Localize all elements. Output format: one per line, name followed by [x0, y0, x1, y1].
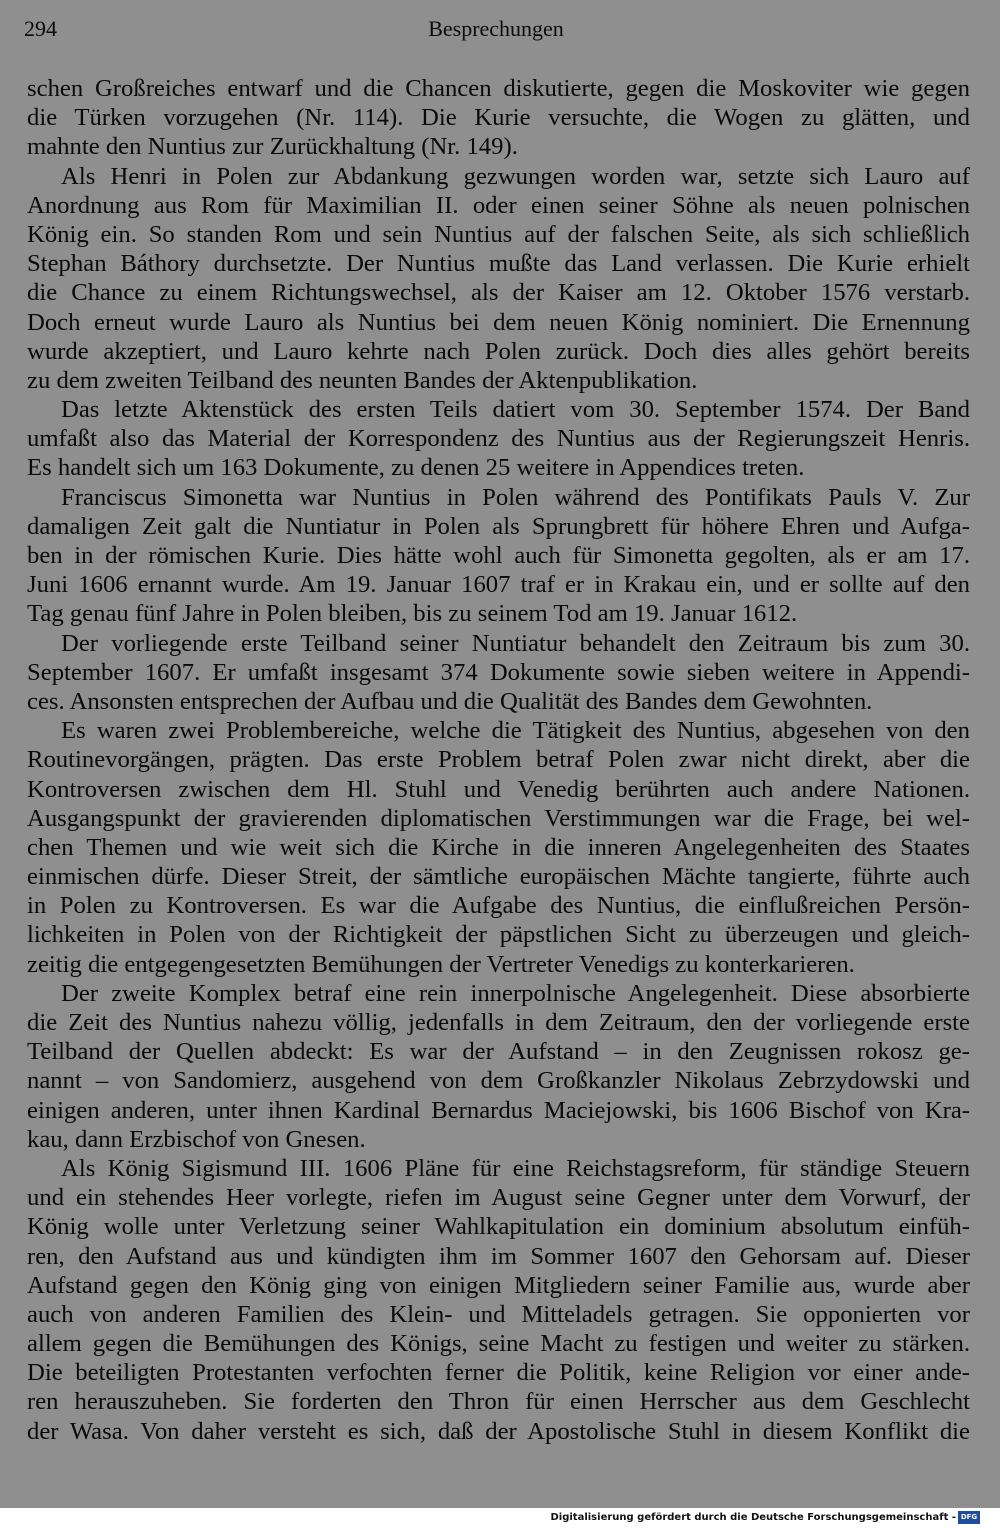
- text-line: die Türken vorzugehen (Nr. 114). Die Kurie versuchte, die Wogen zu glätten, und: [27, 104, 970, 132]
- text-line: der Wasa. Von daher versteht es sich, daß der Apostolische Stuhl in diesem Konflikt die: [27, 1417, 970, 1445]
- text-line: lichkeiten in Polen von der Richtigkeit der päpstlichen Sicht zu überzeugen und gleich-: [27, 921, 970, 949]
- text-line: schen Großreiches entwarf und die Chancen diskutierte, gegen die Moskoviter wie gegen: [27, 75, 970, 102]
- text-line: König wolle unter Verletzung seiner Wahlkapitulation ein dominium absolutum einfüh-: [27, 1213, 970, 1241]
- text-line: kau, dann Erzbischof von Gnesen.: [27, 1125, 366, 1153]
- text-line: zu dem zweiten Teilband des neunten Bandes der Aktenpublikation.: [27, 366, 698, 394]
- text-line: mahnte den Nuntius zur Zurückhaltung (Nr. 149).: [27, 133, 518, 161]
- text-line: Der vorliegende erste Teilband seiner Nuntiatur behandelt den Zeitraum bis zum 30.: [61, 629, 970, 657]
- page-number: 294: [24, 16, 57, 41]
- text-line: ren herauszuheben. Sie forderten den Thron für einen Herrscher aus dem Geschlecht: [27, 1388, 970, 1416]
- page-header: [24, 12, 968, 44]
- text-line: einmischen dürfe. Dieser Streit, der sämtliche europäischen Mächte tangierte, führte auch: [27, 863, 970, 891]
- text-line: ben in der römischen Kurie. Dies hätte wohl auch für Simonetta gegolten, als er am 17.: [27, 542, 970, 569]
- text-line: Das letzte Aktenstück des ersten Teils datiert vom 30. September 1574. Der Band: [61, 396, 970, 424]
- text-line: nannt – von Sandomierz, ausgehend von dem Großkanzler Nikolaus Zebrzydowski und: [27, 1067, 970, 1095]
- text-line: allem gegen die Bemühungen des Königs, seine Macht zu festigen und weiter zu stärken.: [27, 1330, 970, 1358]
- text-line: chen Themen und wie weit sich die Kirche in die inneren Angelegenheiten des Staates: [27, 833, 970, 861]
- text-line: Anordnung aus Rom für Maximilian II. oder einen seiner Söhne als neuen polnischen: [27, 191, 970, 219]
- text-line: umfaßt also das Material der Korrespondenz des Nuntius aus der Regierungszeit Henris.: [27, 425, 970, 453]
- text-line: Als König Sigismund III. 1606 Pläne für eine Reichstagsreform, für ständige Steuern: [61, 1154, 970, 1182]
- text-line: auch von anderen Familien des Klein- und Mitteladels getragen. Sie opponierten vor: [27, 1300, 970, 1328]
- text-line: Franciscus Simonetta war Nuntius in Polen während des Pontifikats Pauls V. Zur: [61, 483, 970, 511]
- digitization-footer: [0, 1508, 1000, 1528]
- text-line: Aufstand gegen den König ging von einigen Mitgliedern seiner Familie aus, wurde aber: [27, 1271, 970, 1299]
- text-line: die Zeit des Nuntius nahezu völlig, jedenfalls in dem Zeitraum, den der vorliegende erste: [27, 1009, 970, 1036]
- text-line: Ausgangspunkt der gravierenden diplomatischen Verstimmungen war die Frage, bei wel-: [27, 804, 970, 832]
- text-line: Der zweite Komplex betraf eine rein innerpolnische Angelegenheit. Diese absorbierte: [61, 979, 970, 1007]
- text-line: wurde akzeptiert, und Lauro kehrte nach Polen zurück. Doch dies alles gehört bereits: [27, 337, 970, 365]
- text-line: Kontroversen zwischen dem Hl. Stuhl und Venedig berührten auch andere Nationen.: [27, 775, 970, 803]
- running-head: Besprechungen: [428, 16, 564, 41]
- text-line: zeitig die entgegengesetzten Bemühungen der Vertreter Venedigs zu konterkarieren.: [27, 950, 855, 978]
- text-line: in Polen zu Kontroversen. Es war die Aufgabe des Nuntius, die einflußreichen Persön-: [27, 892, 970, 920]
- text-line: Teilband der Quellen abdeckt: Es war der Aufstand – in den Zeugnissen rokosz ge-: [27, 1038, 970, 1066]
- text-line: und ein stehendes Heer vorlegte, riefen im August seine Gegner unter dem Vorwurf, der: [27, 1184, 970, 1212]
- text-line: ces. Ansonsten entsprechen der Aufbau und die Qualität des Bandes dem Gewohnten.: [27, 687, 873, 715]
- text-line: Es waren zwei Problembereiche, welche die Tätigkeit des Nuntius, abgesehen von den: [61, 717, 970, 745]
- text-line: Als Henri in Polen zur Abdankung gezwungen worden war, setzte sich Lauro auf: [61, 162, 970, 190]
- text-line: ren, den Aufstand aus und kündigten ihm im Sommer 1607 den Gehorsam auf. Dieser: [27, 1242, 970, 1270]
- text-line: Die beteiligten Protestanten verfochten ferner die Politik, keine Religion vor einer ande-: [27, 1359, 970, 1387]
- text-line: Routinevorgängen, prägten. Das erste Problem betraf Polen zwar nicht direkt, aber die: [27, 746, 970, 774]
- text-line: Es handelt sich um 163 Dokumente, zu denen 25 weitere in Appendices treten.: [27, 454, 805, 482]
- text-line: Doch erneut wurde Lauro als Nuntius bei dem neuen König nominiert. Die Ernennung: [27, 308, 970, 336]
- text-line: König ein. So standen Rom und sein Nuntius auf der falschen Seite, als sich schließlich: [27, 220, 970, 248]
- text-line: Juni 1606 ernannt wurde. Am 19. Januar 1607 traf er in Krakau ein, und er sollte auf den: [27, 571, 970, 599]
- text-line: Tag genau fünf Jahre in Polen bleiben, bis zu seinem Tod am 19. Januar 1612.: [27, 600, 798, 628]
- funding-credit: Digitalisierung gefördert durch die Deutsche Forschungsgemeinschaft -: [550, 1512, 956, 1523]
- text-line: einigen anderen, unter ihnen Kardinal Bernardus Maciejowski, bis 1606 Bischof von Kra-: [27, 1096, 970, 1124]
- dfg-logo: DFG: [958, 1511, 980, 1524]
- body-text: [27, 74, 970, 1446]
- text-line: damaligen Zeit galt die Nuntiatur in Polen als Sprungbrett für höhere Ehren und Aufga-: [27, 512, 970, 540]
- text-line: Stephan Báthory durchsetzte. Der Nuntius mußte das Land verlassen. Die Kurie erhielt: [27, 250, 970, 278]
- text-line: September 1607. Er umfaßt insgesamt 374 Dokumente sowie sieben weitere in Appendi-: [27, 658, 970, 686]
- text-line: die Chance zu einem Richtungswechsel, als der Kaiser am 12. Oktober 1576 verstarb.: [27, 279, 970, 307]
